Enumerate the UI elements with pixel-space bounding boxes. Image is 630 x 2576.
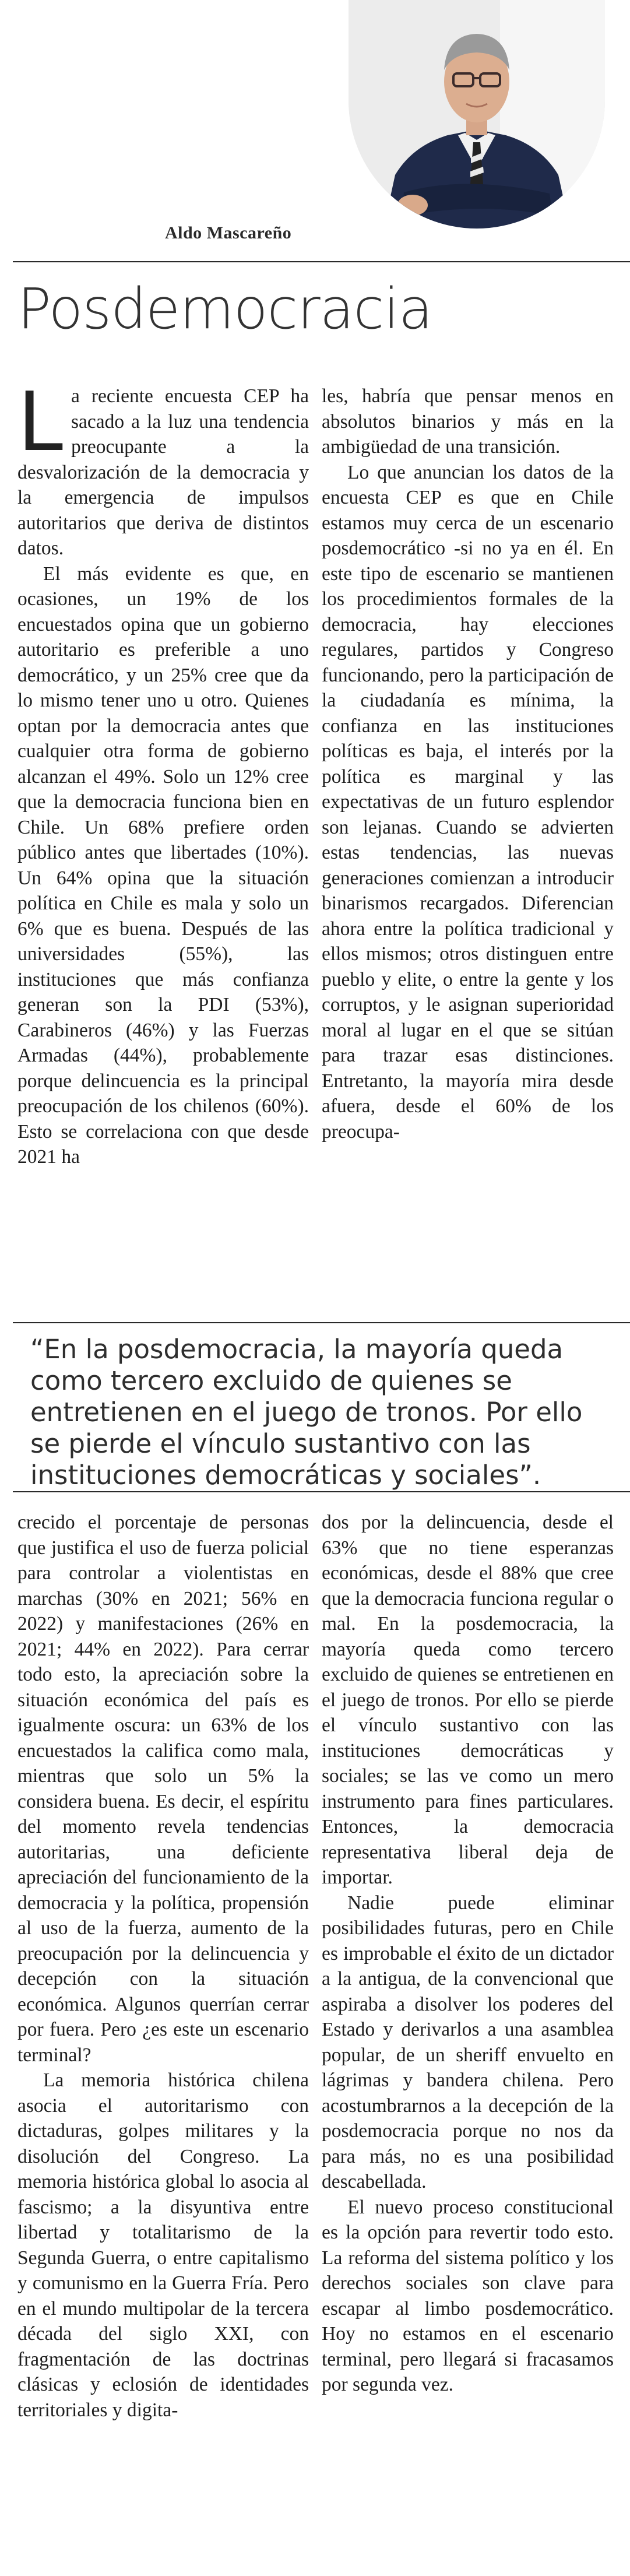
lead-paragraph xyxy=(17,375,309,561)
body-paragraph: La memoria histórica chilena asocia el autoritarismo con dictaduras, golpes militares y la disolución del Congreso. La memoria histórica global lo asocia al fascismo; a la disyuntiva entre libertad y totalitarismo de la Segunda Guerra, o entre capitalismo y comunismo en la Guerra Fría. Pero en el mundo multipolar de la tercera década del siglo XXI, con fragmentación de las doctrinas clásicas y eclosión de identidades territoriales y digita- xyxy=(17,2069,309,2421)
drop-cap: L xyxy=(17,375,63,470)
body-paragraph: El más evidente es que, en ocasiones, un 19% de los encuestados opina que un gobierno autoritario es preferible a uno democrático, y un 25% cree que da lo mismo tener uno u otro. Quienes optan por la democracia antes que cualquier otra forma de gobierno alcanzan el 49%. Solo un 12% cree que la democracia funciona bien en Chile. Un 68% prefiere orden público antes que libertades (10%). Un 64% opina que la situación política en Chile es mala y solo un 6% que es buena. Después de las universidades (55%), las instituciones que más confianza generan son la PDI (53%), Carabineros (46%) y las Fuerzas Armadas (44%), probablemente porque delincuencia es la principal preocupación de los chilenos (60%). Esto se correlaciona con que desde 2021 ha xyxy=(17,563,309,1168)
body-paragraph: dos por la delincuencia, desde el 63% que no tiene esperanzas económicas, desde el 88% que cree que la democracia funciona regular o mal. En la posdemocracia, la mayoría queda como tercero excluido de quienes se entretienen en el juego de tronos. Por ello se pierde el vínculo sustantivo con las instituciones democráticas y sociales; se las ve como un mero instrumento para fines particulares. Entonces, la democracia representativa liberal deja de importar. xyxy=(322,1512,614,1888)
article-column-3 xyxy=(17,1510,309,2423)
author-portrait xyxy=(349,0,605,229)
author-photo xyxy=(349,0,605,229)
pullquote-top-rule xyxy=(13,1322,630,1323)
author-byline: Aldo Mascareño xyxy=(165,223,292,243)
body-paragraph: El nuevo proceso constitucional es la opción para revertir todo esto. La reforma del sistema político y los derechos sociales son clave para escapar al limbo posdemocrático. Hoy no estamos en el escenario terminal, pero llegará si fracasamos por segunda vez. xyxy=(322,2196,614,2395)
body-paragraph: crecido el porcentaje de personas que justifica el uso de fuerza policial para controlar a violentistas en marchas (30% en 2021; 56% en 2022) y manifestaciones (26% en 2021; 44% en 2022). Para cerrar todo esto, la apreciación sobre la situación económica del país es igualmente oscura: un 63% de los encuestados la califica como mala, mientras que solo un 5% la considera buena. Es decir, el espíritu del momento revela tendencias autoritarias, una deficiente apreciación del funcionamiento de la democracia y la política, propensión al uso de la fuerza, aumento de la preocupación por la delincuencia y decepción con la situación económica. Algunos querrían cerrar por fuera. Pero ¿es este un escenario terminal? xyxy=(17,1512,309,2066)
body-paragraph: les, habría que pensar menos en absolutos binarios y más en la ambigüedad de una transición. xyxy=(322,385,614,458)
lead-paragraph-text: a reciente encuesta CEP ha sacado a la luz una tendencia preocupante a la desvalorización de la democracia y la emergencia de impulsos autoritarios que deriva de distintos datos. xyxy=(17,385,309,559)
article-column-1 xyxy=(17,375,309,1170)
body-paragraph: Lo que anuncian los datos de la encuesta CEP es que en Chile estamos muy cerca de un escenario posdemocrático -si no ya en él. En este tipo de escenario se mantienen los procedimientos formales de la democracia, hay elecciones regulares, partidos y Congreso funcionando, pero la participación de la ciudadanía es mínima, la confianza en las instituciones políticas es baja, el interés por la política es marginal y las expectativas de un futuro esplendor son lejanas. Cuando se advierten estas tendencias, las nuevas generaciones comienzan a introducir binarismos recargados. Diferencian ahora entre la política tradicional y ellos mismos; otros distinguen entre pueblo y elite, o entre la gente y los corruptos, y le asignan superioridad moral al lugar en el que se sitúan para trazar esas distinciones. Entretanto, la mayoría mira desde afuera, desde el 60% de los preocupa- xyxy=(322,461,614,1143)
header-divider xyxy=(13,261,630,262)
article-column-2 xyxy=(322,384,614,1144)
article-headline: Posdemocracia xyxy=(17,276,432,342)
body-paragraph: Nadie puede eliminar posibilidades futuras, pero en Chile es improbable el éxito de un dictador a la antigua, de la convencional que aspiraba a disolver los poderes del Estado y derivarlos a una asamblea popular, de un sheriff envuelto en lágrimas y bandera chilena. Pero acostumbrarnos a la decepción de la posdemocracia porque no nos da para más, no es una posibilidad descabellada. xyxy=(322,1892,614,2192)
pullquote-bottom-rule xyxy=(13,1491,630,1492)
article-column-4 xyxy=(322,1510,614,2398)
pull-quote: “En la posdemocracia, la mayoría queda como tercero excluido de quienes se entretienen en el juego de tronos. Por ello se pierde el vínculo sustantivo con las instituciones democráticas y sociales”. xyxy=(30,1334,583,1491)
